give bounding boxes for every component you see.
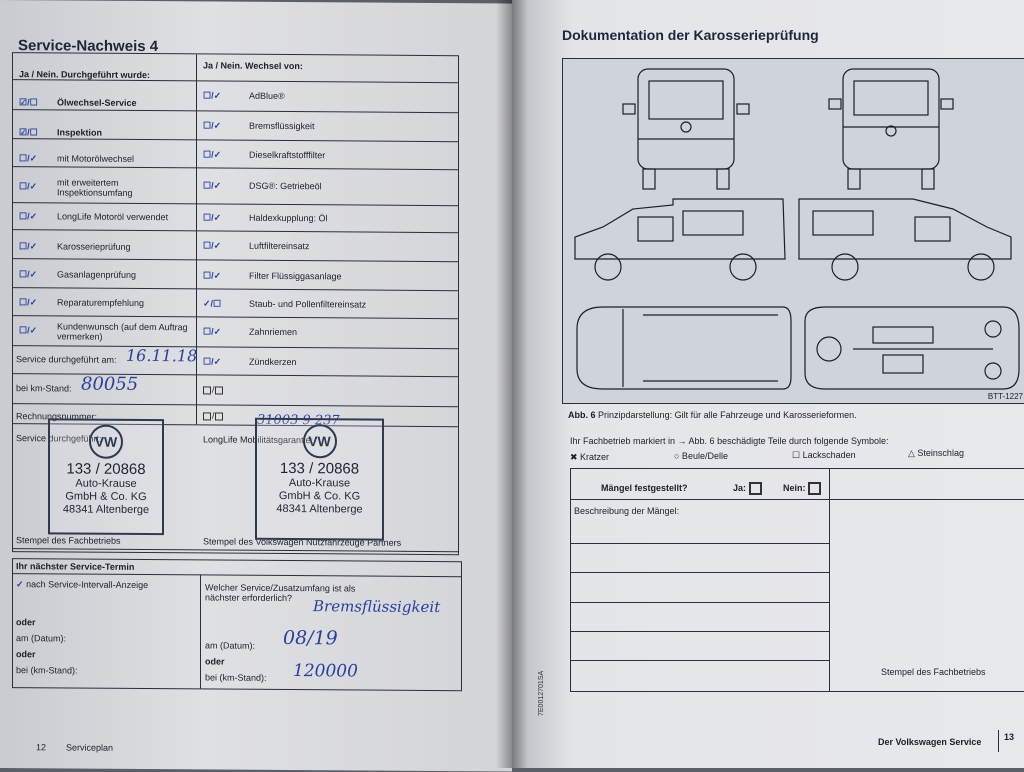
checkmark-icon[interactable]: ☐/✓ [203, 326, 222, 337]
dealer-stamp: VW 133 / 20868 Auto-Krause GmbH & Co. KG 48341 Altenberge [48, 418, 164, 535]
checkmark-icon[interactable]: ✓/☐ [203, 298, 222, 309]
service-by-label: Service durchgeführt: [16, 433, 102, 444]
defects-label: Mängel festgestellt? [601, 483, 688, 493]
km-value[interactable]: 80055 [81, 373, 139, 395]
symbol-scratch: ✖ Kratzer [570, 452, 610, 462]
or-label: oder [16, 649, 36, 660]
book-gutter [496, 0, 528, 768]
service-form: Ja / Nein. Durchgeführt wurde: Ja / Nein. Wechsel von: ☑/☐ Ölwechsel-Service ☑/☐ Inspektion ☐/✓ mit Motorölwechsel ☐/✓ mit erweitertem Inspektionsumfang ☐/✓ LongLife Motoröl verwendet ☐/✓ Karosserieprüfung ☐/✓ Gasanlagenprüfung ☐/✓ Reparaturempfehlung ☐/✓ Kundenwunsch (auf dem Auftrag vermerken) ☐/✓ AdBlue® ☐/✓ Bremsflüssigkeit ☐/✓ Dieselkraftstofffilter ☐/✓ DSG®: Getriebeöl ☐/✓ Haldexkupplung: Öl ☐/✓ Luftfiltereinsatz ☐/✓ Filter Flüssiggasanlage ✓/☐ Staub- und Pollenfiltereinsatz ☐/✓ Zahnriemen ☐/✓ Zündkerzen / / Service durchgeführt am: 16.11.18 bei km-Stand: 80055 Rechnungsnummer: 31003 9 237 Service durchgeführt: LongLife Mobilitätsgarantie: Stempel des Fachbetriebs Stempel des Volkswagen Nutzfahrzeuge Partners [12, 52, 459, 555]
km-label2: bei (km-Stand): [205, 672, 267, 683]
service-date-label: Service durchgeführt am: [16, 354, 117, 365]
van-outline-icon [563, 59, 1024, 403]
checkmark-icon[interactable]: ☐/✓ [19, 241, 38, 252]
yes-checkbox[interactable] [749, 482, 762, 495]
left-item: mit erweitertem Inspektionsumfang [57, 177, 133, 198]
col-right-header: Ja / Nein. Wechsel von: [203, 60, 303, 72]
next-service-title: Ihr nächster Service-Termin [16, 561, 135, 572]
yes-label: Ja: [733, 482, 747, 493]
caption-label: Abb. 6 [568, 410, 596, 420]
right-item: Dieselkraftstofffilter [249, 149, 326, 161]
next-date-value[interactable]: 08/19 [283, 626, 338, 650]
no-checkbox[interactable] [808, 482, 821, 495]
no-label: Nein: [783, 482, 806, 493]
checkmark-icon[interactable]: ☐/✓ [203, 120, 222, 131]
checkmark-icon[interactable]: ☐/✓ [203, 212, 222, 223]
vw-logo-icon: VW [303, 424, 337, 458]
left-item: LongLife Motoröl verwendet [57, 211, 169, 223]
left-item: Inspektion [57, 127, 103, 138]
checkmark-icon[interactable]: ☑/☐ [19, 127, 38, 138]
symbol-paint: ☐ Lackschaden [792, 450, 856, 460]
right-item: Zündkerzen [249, 356, 297, 368]
col-left-header: Ja / Nein. Durchgeführt wurde: [19, 69, 151, 81]
checkmark-icon[interactable]: ☐/✓ [203, 240, 222, 251]
footer-title: Serviceplan [66, 742, 114, 753]
or-label: oder [16, 617, 36, 628]
vw-logo-icon: VW [89, 425, 123, 459]
left-item: mit Motorölwechsel [57, 153, 135, 164]
checkmark-icon[interactable]: ☐/✓ [203, 270, 222, 281]
footer-title: Der Volkswagen Service [878, 737, 982, 747]
checkmark-icon[interactable]: ☐/✓ [19, 269, 38, 280]
right-page [512, 0, 1024, 768]
page-title: Dokumentation der Karosserieprüfung [562, 27, 819, 43]
checkmark-icon[interactable]: ☐/✓ [19, 181, 38, 192]
stamp-left-label: Stempel des Fachbetriebs [16, 535, 121, 546]
checkmark-icon[interactable]: ☐/✓ [19, 153, 38, 164]
left-item: Gasanlagenprüfung [57, 269, 137, 280]
invoice-value[interactable]: 31003 9 237 [257, 412, 340, 429]
checkmark-icon[interactable]: ☑/☐ [19, 97, 38, 108]
diagram-ref: BTT-1227 [987, 392, 1023, 401]
marking-intro: Ihr Fachbetrieb markiert in → Abb. 6 beschädigte Teile durch folgende Symbole: [570, 436, 889, 446]
symbol-stonechip: △ Steinschlag [908, 448, 964, 458]
side-code: 7E0012701SA [538, 670, 545, 716]
right-item: Zahnriemen [249, 326, 298, 338]
vehicle-diagram[interactable] [562, 58, 1024, 404]
page-title: Service-Nachweis 4 [18, 37, 159, 56]
next-km-value[interactable]: 120000 [293, 661, 358, 682]
km-label: bei km-Stand: [16, 383, 72, 394]
invoice-label: Rechnungsnummer: [16, 411, 98, 422]
checkmark-icon[interactable]: ☐/✓ [19, 325, 38, 336]
symbol-dent: ○ Beule/Delle [674, 451, 728, 461]
left-item: Reparaturempfehlung [57, 297, 145, 309]
service-date-value[interactable]: 16.11.18 [126, 345, 198, 366]
right-item: Filter Flüssiggasanlage [249, 270, 342, 282]
right-item: Bremsflüssigkeit [249, 120, 315, 132]
checkmark-icon[interactable]: ☐/✓ [19, 297, 38, 308]
checkmark-icon[interactable]: ☐/✓ [203, 90, 222, 101]
stamp-right-label: Stempel des Volkswagen Nutzfahrzeuge Partners [203, 536, 402, 548]
checkmark-icon[interactable]: ☐/✓ [203, 356, 222, 367]
left-item: Kundenwunsch (auf dem Auftrag vermerken) [57, 321, 188, 342]
or-label: oder [205, 656, 225, 667]
page-number: 12 [36, 742, 47, 753]
checkmark-icon[interactable]: ☐/✓ [203, 149, 222, 160]
checkmark-icon[interactable]: ☐/✓ [19, 211, 38, 222]
page-number: 13 [1004, 732, 1015, 742]
left-item: Karosserieprüfung [57, 241, 131, 252]
next-service-box: Ihr nächster Service-Termin ✓ nach Service-Intervall-Anzeige oder am (Datum): oder bei (km-Stand): Welcher Service/Zusatzumfang ist als nächster erforderlich? Bremsflüssigkeit am (Datum): 08/19 oder bei (km-Stand): 120000 [12, 558, 462, 691]
caption-text: Prinzipdarstellung: Gilt für alle Fahrzeuge und Karosserieformen. [598, 410, 857, 420]
right-item: Luftfiltereinsatz [249, 240, 310, 252]
right-item: Haldexkupplung: Öl [249, 212, 328, 224]
description-label: Beschreibung der Mängel: [574, 506, 680, 516]
checkmark-icon[interactable]: ☐/✓ [203, 180, 222, 191]
right-item: AdBlue® [249, 90, 285, 101]
left-item: Ölwechsel-Service [57, 97, 137, 108]
right-item: Staub- und Pollenfiltereinsatz [249, 298, 367, 310]
defects-table [570, 468, 1024, 692]
date-label: am (Datum): [205, 640, 256, 651]
next-interval-label: nach Service-Intervall-Anzeige [26, 579, 149, 591]
next-question: Welcher Service/Zusatzumfang ist als nächster erforderlich? [205, 582, 356, 604]
km-label2: bei (km-Stand): [16, 665, 78, 676]
mobility-label: LongLife Mobilitätsgarantie: [203, 434, 314, 446]
right-item: DSG®: Getriebeöl [249, 180, 322, 192]
stamp-label: Stempel des Fachbetriebs [881, 667, 986, 677]
next-answer[interactable]: Bremsflüssigkeit [313, 597, 441, 617]
partner-stamp: VW 133 / 20868 Auto-Krause GmbH & Co. KG 48341 Altenberge [255, 418, 384, 541]
date-label: am (Datum): [16, 633, 67, 644]
